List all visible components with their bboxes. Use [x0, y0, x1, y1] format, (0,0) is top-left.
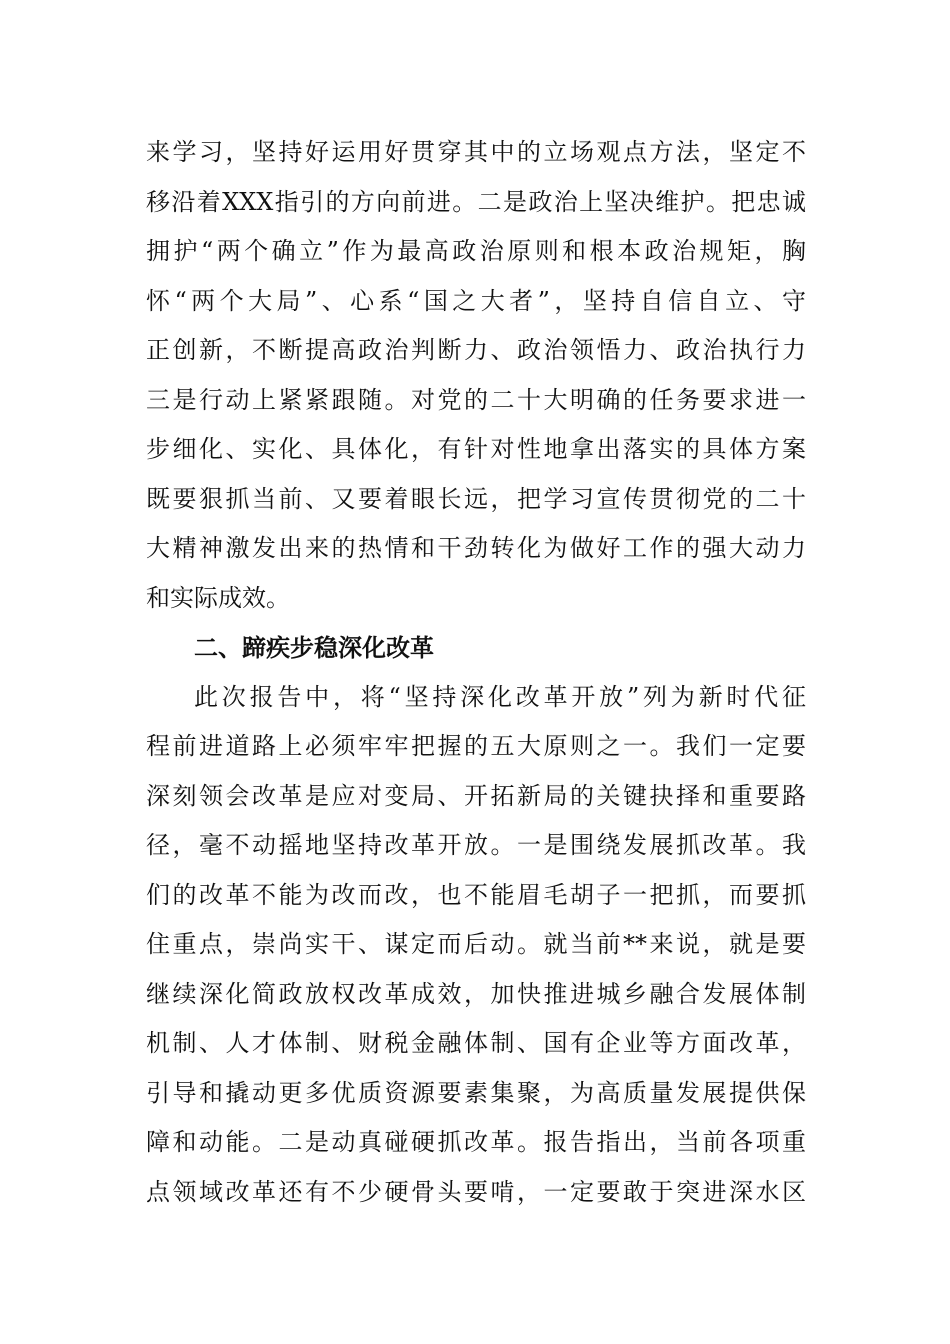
text-line: 继续深化简政放权改革成效，加快推进城乡融合发展体制 — [146, 979, 806, 1008]
text-line: 深刻领会改革是应对变局、开拓新局的关键抉择和重要路 — [146, 781, 806, 810]
text-line: 此次报告中，将“坚持深化改革开放”列为新时代征 — [194, 682, 806, 711]
text-line: 们的改革不能为改而改，也不能眉毛胡子一把抓，而要抓 — [146, 880, 806, 909]
text-line: 步细化、实化、具体化，有针对性地拿出落实的具体方案 — [146, 435, 806, 463]
text-line: 住重点，崇尚实干、谋定而后动。就当前**来说，就是要 — [146, 930, 806, 958]
text-line: 既要狠抓当前、又要着眼长远，把学习宣传贯彻党的二十 — [146, 484, 806, 513]
text-line: 三是行动上紧紧跟随。对党的二十大明确的任务要求进一 — [146, 385, 806, 414]
document-body — [146, 128, 806, 1217]
section-heading: 二、蹄疾步稳深化改革 — [194, 633, 434, 662]
text-line: 障和动能。二是动真碰硬抓改革。报告指出，当前各项重 — [146, 1128, 806, 1156]
text-line: 怀“两个大局”、心系“国之大者”，坚持自信自立、守 — [146, 286, 806, 315]
text-line: 来学习，坚持好运用好贯穿其中的立场观点方法，坚定不 — [146, 138, 806, 166]
text-line: 径，毫不动摇地坚持改革开放。一是围绕发展抓改革。我 — [146, 831, 806, 859]
text-line: 移沿着XXX指引的方向前进。二是政治上坚决维护。把忠诚 — [146, 187, 806, 216]
text-line: 拥护“两个确立”作为最高政治原则和根本政治规矩，胸 — [146, 237, 806, 265]
text-line: 和实际成效。 — [146, 583, 290, 612]
text-line: 正创新，不断提高政治判断力、政治领悟力、政治执行力 — [146, 336, 806, 364]
text-line: 机制、人才体制、财税金融体制、国有企业等方面改革， — [146, 1029, 806, 1057]
text-line: 程前进道路上必须牢牢把握的五大原则之一。我们一定要 — [146, 732, 806, 760]
text-line: 点领域改革还有不少硬骨头要啃，一定要敢于突进深水区 — [146, 1177, 806, 1206]
text-line: 引导和撬动更多优质资源要素集聚，为高质量发展提供保 — [146, 1078, 806, 1107]
text-line: 大精神激发出来的热情和干劲转化为做好工作的强大动力 — [146, 534, 806, 562]
